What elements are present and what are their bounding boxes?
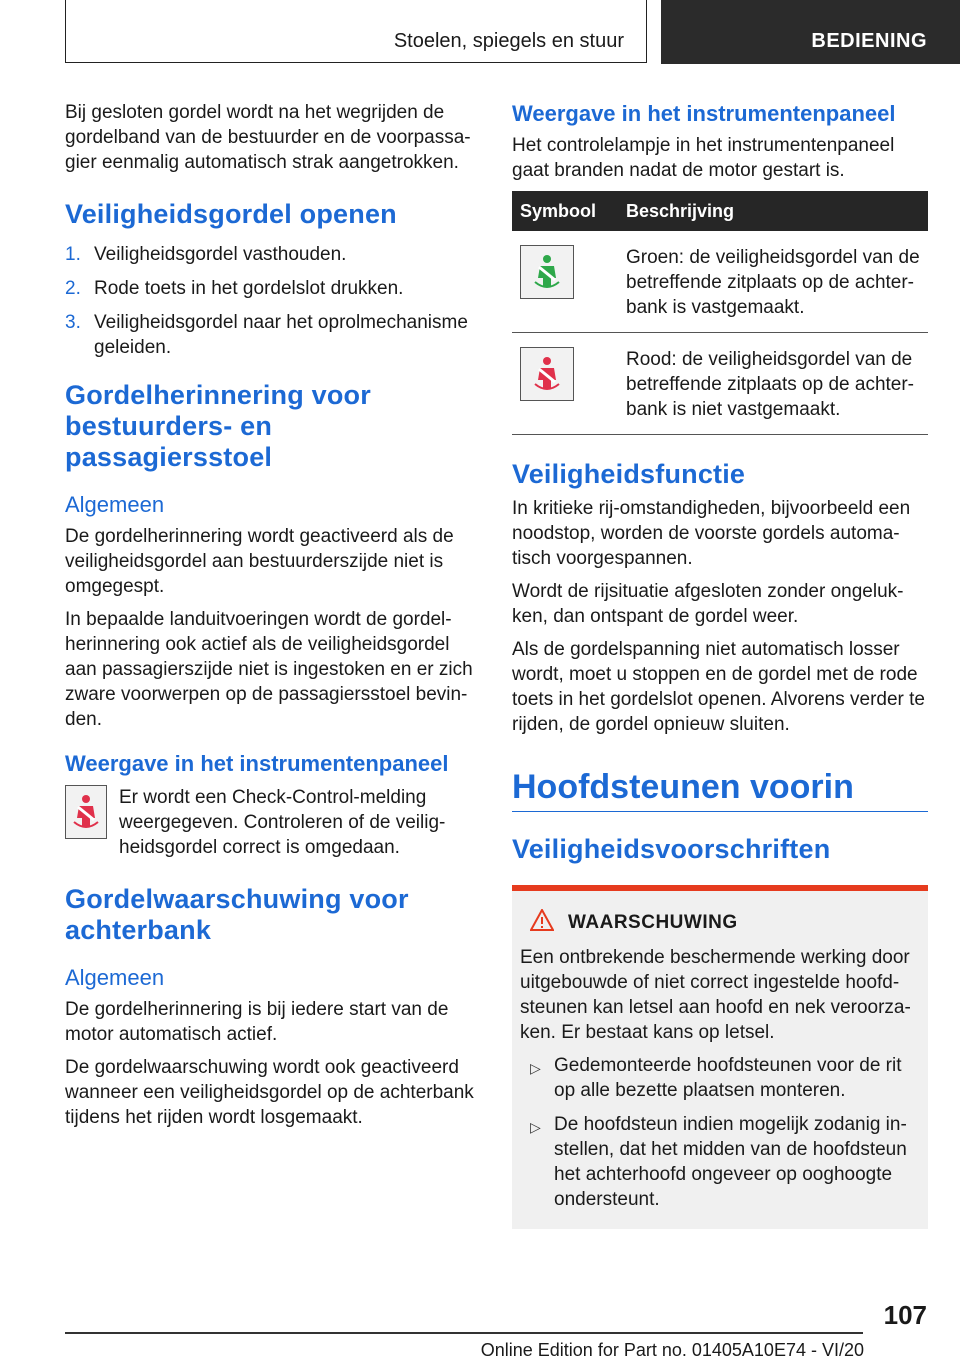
bullet-triangle-icon: ▷ (530, 1060, 541, 1076)
table-row (512, 333, 928, 435)
subheading-general: Algemeen (65, 965, 165, 990)
chapter-tab-label: BEDIENING (811, 30, 927, 52)
subheading-instrument-display: Weergave in het instrumentenpaneel (65, 751, 449, 776)
page-number: 107 (883, 1300, 927, 1330)
heading-safety-rules: Veiligheidsvoorschriften (512, 834, 831, 864)
warning-list (520, 1053, 920, 1212)
check-control-text: Er wordt een Check-Control-melding weergegeven. Controleren of de veilig-heidsgordel correct is omgedaan. (119, 787, 446, 858)
list-item: 1. Veiligheidsgordel vasthouden. (65, 244, 347, 265)
chapter-tab (661, 0, 960, 64)
heading-front-headrests: Hoofdsteunen voorin (512, 767, 928, 812)
paragraph: De gordelherinnering wordt geactiveerd als de veiligheidsgordel aan bestuurderszijde niet is omgegespt. (65, 526, 454, 597)
paragraph: Wordt de rijsituatie afgesloten zonder ongeluk-ken, dan ontspant de gordel weer. (512, 581, 904, 627)
table-cell: Groen: de veiligheidsgordel van de betreffende zitplaats op de achter-bank is vastgemaakt. (618, 231, 928, 333)
seatbelt-icon (520, 245, 574, 299)
paragraph: In kritieke rij-omstandigheden, bijvoorbeeld een noodstop, worden de voorste gordels automa-tisch voorgespannen. (512, 498, 911, 569)
heading-open-seatbelt: Veiligheidsgordel openen (65, 199, 397, 229)
seatbelt-icon (520, 347, 574, 401)
list-item: 3. Veiligheidsgordel naar het oprolmechanisme geleiden. (65, 312, 468, 358)
heading-seatbelt-reminder: Gordelherinnering voor bestuurders- en passagiersstoel (65, 380, 371, 472)
warning-box (512, 885, 928, 1229)
list-item: ▷ Gedemonteerde hoofdsteunen voor de rit op alle bezette plaatsen monteren. (530, 1055, 902, 1101)
heading-safety-function: Veiligheidsfunctie (512, 459, 746, 489)
right-column (512, 100, 928, 1229)
warning-label: WAARSCHUWING (568, 912, 738, 933)
bullet-triangle-icon: ▷ (530, 1119, 541, 1135)
heading-rear-warning: Gordelwaarschuwing voor achterbank (65, 884, 409, 945)
section-title: Stoelen, spiegels en stuur (393, 30, 624, 52)
table-cell: Rood: de veiligheidsgordel van de betreffende zitplaats op de achter-bank is niet vastgemaakt. (618, 333, 928, 435)
paragraph: Als de gordelspanning niet automatisch losser wordt, moet u stoppen en de gordel met de rode toets in het gordelslot openen. Alvorens verder te rijden, de gordel opnieuw sluiten. (512, 639, 925, 735)
open-steps-list (65, 242, 475, 360)
check-control-note (65, 785, 475, 860)
list-item: ▷ De hoofdsteun indien mogelijk zodanig in-stellen, dat het midden van de hoofdsteun het achterhoofd ongeveer op ooghoogte ondersteunt. (530, 1114, 907, 1210)
intro-paragraph: Bij gesloten gordel wordt na het wegrijden de gordelband van de bestuurder en de voorpassa-gier eenmalig automatisch strak aangetrokken. (65, 102, 471, 173)
seatbelt-icon (65, 785, 107, 839)
paragraph: Het controlelampje in het instrumentenpaneel gaat branden nadat de motor gestart is. (512, 135, 895, 181)
table-header-symbol: Symbool (512, 191, 618, 231)
running-header (65, 0, 647, 63)
indicator-table (512, 191, 928, 435)
footer-divider (65, 1332, 863, 1334)
warning-title (530, 909, 920, 937)
paragraph: De gordelherinnering is bij iedere start van de motor automatisch actief. (65, 999, 449, 1045)
left-column (65, 100, 475, 1138)
warning-triangle-icon (530, 909, 554, 937)
paragraph: In bepaalde landuitvoeringen wordt de gordel-herinnering ook actief als de veiligheidsgordel aan passagierszijde niet is ingestoken en er zich zware voorwerpen op de passagiersstoel bevin-den. (65, 609, 473, 730)
paragraph: De gordelwaarschuwing wordt ook geactiveerd wanneer een veiligheidsgordel op de achterbank tijdens het rijden wordt losgemaakt. (65, 1057, 474, 1128)
footer-edition: Online Edition for Part no. 01405A10E74 - VI/20 (480, 1340, 864, 1360)
table-row (512, 231, 928, 333)
warning-text: Een ontbrekende beschermende werking door uitgebouwde of niet correct ingestelde hoofd-steunen kan letsel aan hoofd en nek veroorza-ken. Er bestaat kans op letsel. (520, 947, 911, 1043)
subheading-general: Algemeen (65, 492, 165, 517)
table-header-description: Beschrijving (618, 191, 928, 231)
subheading-instrument-display: Weergave in het instrumentenpaneel (512, 101, 896, 126)
list-item: 2. Rode toets in het gordelslot drukken. (65, 278, 404, 299)
